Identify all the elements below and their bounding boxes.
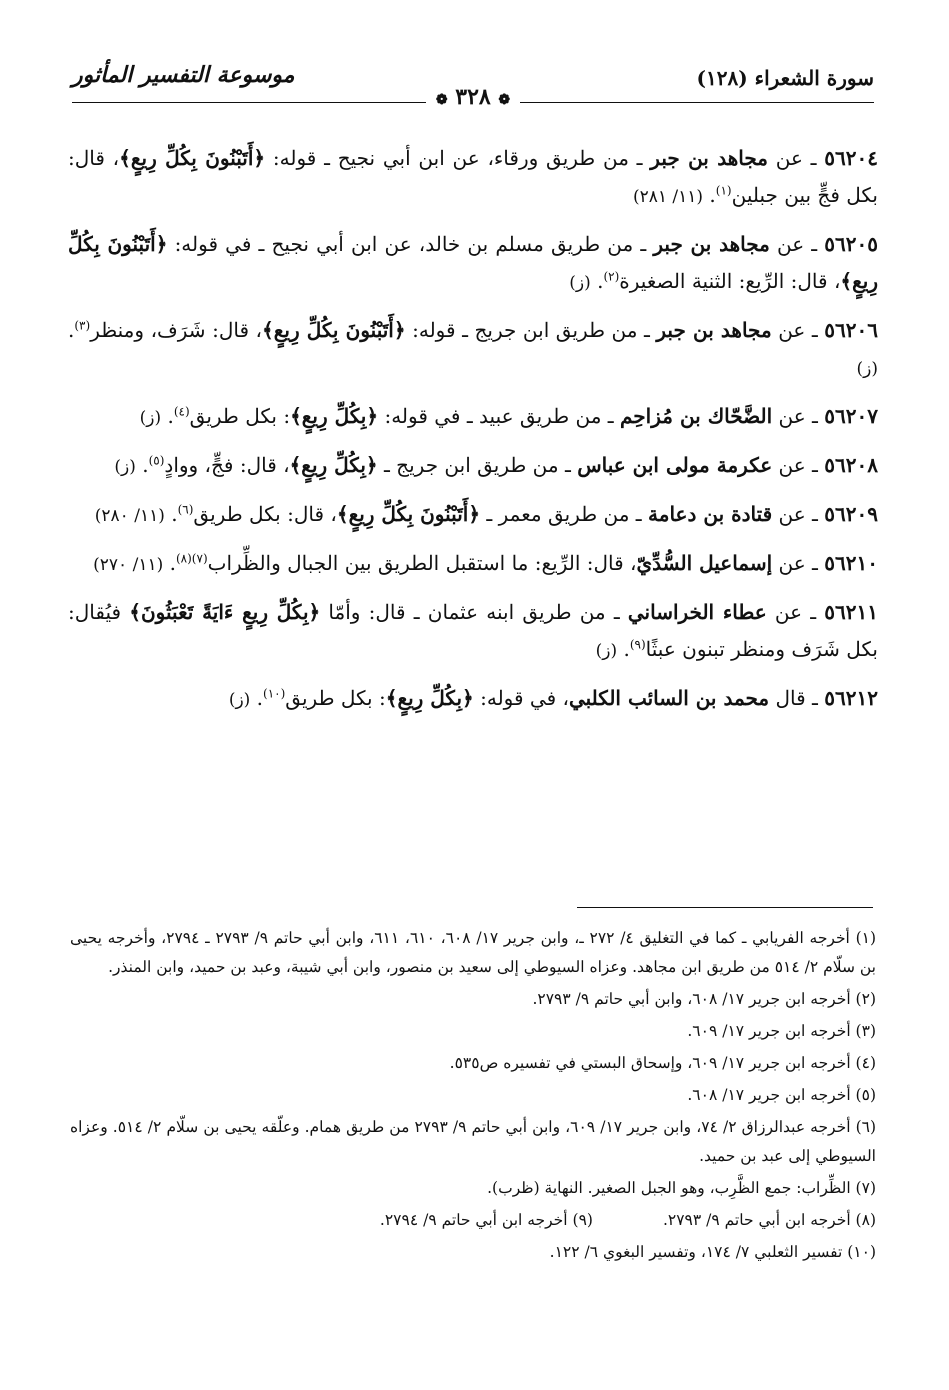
page-number: ٣٢٨ — [455, 84, 491, 110]
narration-entry — [68, 594, 878, 670]
narrator-name: عكرمة مولى ابن عباس — [577, 453, 773, 477]
entry-text: . — [161, 404, 174, 428]
entry-text: ، في قوله: — [473, 686, 569, 710]
entry-number: ٥٦٢٠٤ — [824, 146, 878, 170]
footnote: (٤) أخرجه ابن جرير ١٧/ ٦٠٩، وإسحاق البستي في تفسيره ص٥٣٥. — [449, 1054, 876, 1072]
entry-text: ، قال: بكل فجٍّ بين جبلين — [68, 146, 878, 207]
source-ref: (ز) — [114, 457, 136, 477]
entry-text: ، قال: بكل طريق — [193, 502, 337, 526]
page-number-wrap — [72, 84, 874, 110]
entry-text: . — [135, 453, 149, 477]
source-ref: (١١/ ٢٨١) — [632, 187, 704, 207]
source-ref: (ز) — [595, 641, 618, 661]
entry-text: ـ من طريق ابن جريج ـ قوله: — [405, 318, 657, 342]
entry-text: : بكل طريق — [189, 404, 291, 428]
narrator-name: مجاهد بن جبر — [656, 318, 772, 342]
entry-text: ـ من طريق ورقاء، عن ابن أبي نجيح ـ قوله: — [265, 146, 651, 170]
narrator-name: إسماعيل السُّدِّيّ — [636, 551, 773, 575]
entry-text: ـ من طريق عبيد ـ في قوله: — [378, 404, 620, 428]
entry-text: . — [250, 686, 264, 710]
entry-text: ـ من طريق ابنه عثمان ـ قال: وأمّا — [320, 600, 628, 624]
entry-number: ٥٦٢١١ — [824, 600, 879, 624]
narration-entry — [68, 496, 878, 535]
footnote-ref: (٦) — [177, 502, 194, 517]
entry-text: ـ عن — [772, 502, 825, 526]
footnote-9: (٩) أخرجه ابن أبي حاتم ٩/ ٢٧٩٤. — [379, 1211, 593, 1229]
ornament-icon: ❁ — [435, 92, 448, 108]
quran-verse: ﴿بِكُلِّ رِيعٍ﴾ — [289, 453, 378, 477]
entry-text: ، قال: شَرَف، ومنظر — [90, 318, 263, 342]
source-ref: (ز) — [228, 690, 251, 710]
ornament-icon: ❁ — [498, 92, 511, 108]
narration-entry — [68, 312, 878, 388]
narrator-name: عطاء الخراساني — [627, 600, 767, 624]
footnote-pair — [70, 1206, 876, 1235]
narrator-name: مجاهد بن جبر — [653, 232, 770, 256]
entry-number: ٥٦٢٠٦ — [824, 318, 879, 342]
entry-text: ـ من طريق مسلم بن خالد، عن ابن أبي نجيح ـ في قوله: — [167, 232, 654, 256]
entry-text: ـ عن — [772, 453, 825, 477]
footnote-ref: (٥) — [148, 453, 165, 468]
footnote-10: (١٠) تفسير الثعلبي ٧/ ١٧٤، وتفسير البغوي ٦/ ١٢٢. — [549, 1243, 876, 1261]
entry-text: : بكل طريق — [285, 686, 386, 710]
source-ref: (ز) — [139, 408, 162, 428]
footnote-ref: (١٠) — [263, 686, 286, 701]
entry-text: ، قال: فجٍّ، ووادٍ — [164, 453, 290, 477]
quran-verse: ﴿بِكُلِّ رِيعٍ﴾ — [385, 686, 474, 710]
quran-verse: ﴿بِكُلِّ رِيعٍ ءَايَةً تَعْبَثُونَ﴾ — [129, 600, 321, 624]
entry-text: . — [163, 551, 176, 575]
footnote-ref: (٢) — [603, 269, 620, 284]
source-ref: (ز) — [856, 359, 878, 379]
footnotes — [70, 924, 876, 1270]
entry-number: ٥٦٢٠٩ — [824, 502, 878, 526]
entry-text: . — [703, 183, 716, 207]
entry-number: ٥٦٢١٠ — [824, 551, 878, 575]
entry-text: ـ عن — [771, 318, 825, 342]
narration-entry — [68, 226, 878, 302]
footnote-rule — [577, 907, 873, 908]
quran-verse: ﴿أَتَبْنُونَ بِكُلِّ رِيعٍ﴾ — [119, 146, 266, 170]
surah-title: سورة الشعراء (١٢٨) — [696, 66, 874, 90]
footnote: (٣) أخرجه ابن جرير ١٧/ ٦٠٩. — [687, 1022, 876, 1040]
entry-number: ٥٦٢٠٥ — [824, 232, 878, 256]
narrator-name: الضَّحّاك بن مُزاحِم — [620, 404, 773, 428]
source-ref: (١١/ ٢٨٠) — [94, 506, 165, 526]
footnote-ref: (٩) — [629, 637, 646, 652]
footnote-8: (٨) أخرجه ابن أبي حاتم ٩/ ٢٧٩٣. — [662, 1211, 876, 1229]
footnote-ref: (٣) — [74, 318, 91, 333]
narration-entry — [68, 447, 878, 486]
entry-number: ٥٦٢١٢ — [824, 686, 878, 710]
quran-verse: ﴿بِكُلِّ رِيعٍ﴾ — [290, 404, 379, 428]
series-title: موسوعة التفسير المأثور — [72, 62, 295, 88]
narrations — [68, 140, 878, 729]
entry-number: ٥٦٢٠٧ — [824, 404, 878, 428]
quran-verse: ﴿أَتَبْنُونَ بِكُلِّ رِيعٍ﴾ — [336, 502, 481, 526]
source-ref: (١١/ ٢٧٠) — [93, 555, 164, 575]
footnote: (٥) أخرجه ابن جرير ١٧/ ٦٠٨. — [687, 1086, 876, 1104]
entry-text: فيُقال: بكل شَرَف ومنظر تبنون عبثًا — [68, 600, 878, 661]
entry-text: ـ عن — [766, 600, 825, 624]
narrator-name: قتادة بن دعامة — [648, 502, 773, 526]
entry-text: . — [590, 269, 604, 293]
entry-text: . — [68, 318, 75, 342]
entry-text: . — [617, 637, 630, 661]
entry-text: ـ قال — [769, 686, 825, 710]
quran-verse: ﴿أَتَبْنُونَ بِكُلِّ رِيعٍ﴾ — [68, 232, 878, 293]
entry-number: ٥٦٢٠٨ — [824, 453, 878, 477]
footnote-ref: (١) — [715, 183, 732, 198]
footnote: (٦) أخرجه عبدالرزاق ٢/ ٧٤، وابن جرير ١٧/ ٦٠٩، وابن أبي حاتم ٩/ ٢٧٩٣ من طريق همام. وعلّقه يحيى بن سلّام ٢/ ٥١٤. وعزاه السيوطي إلى عبد بن حميد. — [70, 1118, 877, 1165]
footnote-ref: (٧)(٨) — [175, 551, 208, 566]
narration-entry — [68, 398, 878, 437]
narration-entry — [68, 680, 878, 719]
entry-text: . — [164, 502, 178, 526]
footnote: (١) أخرجه الفريابي ـ كما في التغليق ٤/ ٢٧٢ ـ، وابن جرير ١٧/ ٦٠٨، ٦١٠، ٦١١، وابن أبي حاتم ٩/ ٢٧٩٣ ـ ٢٧٩٤، وأخرجه يحيى بن سلّام ٢/ ٥١٤ من طريق ابن مجاهد. وعزاه السيوطي إلى سعيد بن منصور، وابن أبي شيبة، وعبد بن حميد، وابن المنذر. — [70, 929, 877, 976]
entry-text: ـ عن — [772, 551, 825, 575]
entry-text: ـ عن — [772, 404, 825, 428]
entry-text: ـ عن — [769, 232, 825, 256]
entry-text: ، قال: الرِّيع: الثنية الصغيرة — [619, 269, 841, 293]
entry-text: ـ من طريق معمر ـ — [480, 502, 649, 526]
running-header — [72, 62, 874, 110]
narration-entry — [68, 140, 878, 216]
entry-text: ـ من طريق ابن جريج ـ — [377, 453, 578, 477]
entry-text: ، قال: الرِّيع: ما استقبل الطريق بين الجبال والظِّراب — [207, 551, 637, 575]
footnote: (٢) أخرجه ابن جرير ١٧/ ٦٠٨، وابن أبي حاتم ٩/ ٢٧٩٣. — [532, 990, 876, 1008]
quran-verse: ﴿أَتَبْنُونَ بِكُلِّ رِيعٍ﴾ — [262, 318, 406, 342]
narration-entry — [68, 545, 878, 584]
narrator-name: مجاهد بن جبر — [650, 146, 768, 170]
footnote: (٧) الظِّراب: جمع الظَّرِب، وهو الجبل الصغير. النهاية (ظرب). — [487, 1179, 876, 1197]
source-ref: (ز) — [569, 273, 591, 293]
footnote-ref: (٤) — [173, 404, 190, 419]
entry-text: ـ عن — [768, 146, 825, 170]
narrator-name: محمد بن السائب الكلبي — [568, 686, 770, 710]
